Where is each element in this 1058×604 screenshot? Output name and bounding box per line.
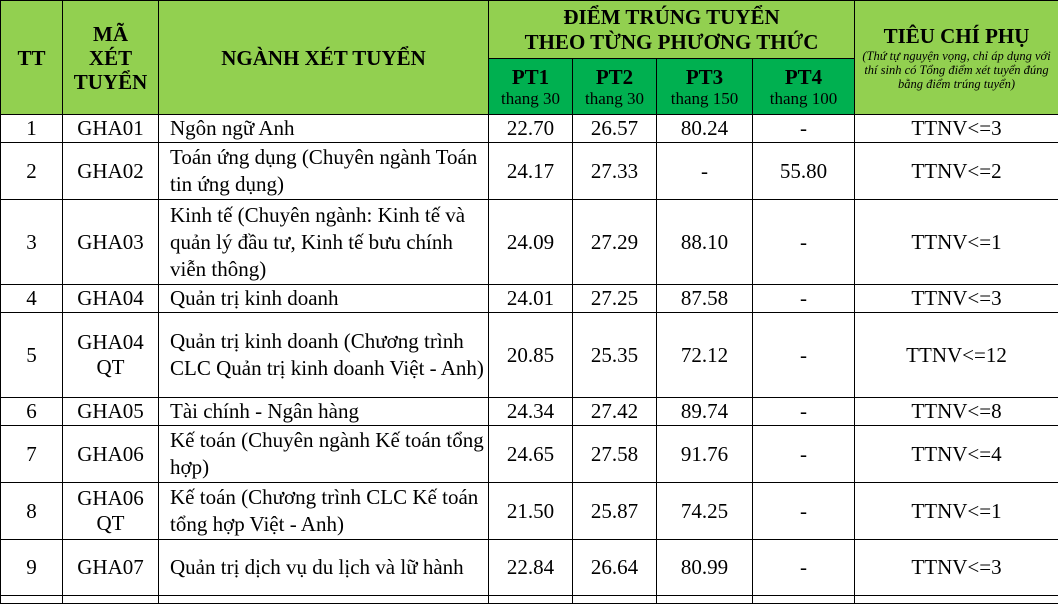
cell-code: GHA05 (63, 398, 159, 426)
header-tieu-chi-phu (855, 1, 1058, 115)
header-ma-xet-tuyen (63, 1, 159, 115)
cell-tt: 5 (1, 313, 63, 398)
cell-code: GHA06 QT (63, 483, 159, 540)
cut-cell (573, 596, 657, 604)
cell-code: GHA04 QT (63, 313, 159, 398)
table-row (1, 285, 1058, 313)
cell-pt2: 27.33 (573, 143, 657, 200)
cell-pt3: 80.99 (657, 540, 753, 596)
cell-code: GHA06 (63, 426, 159, 483)
header-tieu-chi-title: TIÊU CHÍ PHỤ (855, 24, 1058, 49)
table-row-cut (1, 596, 1058, 604)
cell-pt3: 74.25 (657, 483, 753, 540)
cell-pt3: 91.76 (657, 426, 753, 483)
cut-cell (159, 596, 489, 604)
cell-tieu-chi: TTNV<=1 (855, 483, 1058, 540)
header-tieu-chi-note: (Thứ tự nguyện vọng, chỉ áp dụng với thí sinh có Tổng điểm xét tuyển đúng bằng điểm trúng tuyển) (855, 49, 1058, 91)
cut-cell (1, 596, 63, 604)
header-method-pt4 (753, 59, 855, 115)
cell-pt4: - (753, 285, 855, 313)
cell-pt2: 27.42 (573, 398, 657, 426)
header-diem-line1: ĐIỂM TRÚNG TUYỂN (489, 5, 854, 30)
header-nganh-label: NGÀNH XÉT TUYỂN (221, 46, 426, 70)
cell-tieu-chi: TTNV<=12 (855, 313, 1058, 398)
cell-pt1: 24.09 (489, 200, 573, 285)
cell-nganh: Tài chính - Ngân hàng (159, 398, 489, 426)
cell-pt4: - (753, 398, 855, 426)
cell-pt4: - (753, 200, 855, 285)
cell-pt3: 88.10 (657, 200, 753, 285)
cell-code: GHA07 (63, 540, 159, 596)
cell-pt3: 87.58 (657, 285, 753, 313)
cell-tieu-chi: TTNV<=8 (855, 398, 1058, 426)
cell-tt: 1 (1, 115, 63, 143)
cell-code: GHA01 (63, 115, 159, 143)
cell-pt1: 20.85 (489, 313, 573, 398)
table-row (1, 115, 1058, 143)
method-name: PT2 (573, 65, 656, 89)
cell-tt: 4 (1, 285, 63, 313)
cell-code: GHA02 (63, 143, 159, 200)
table-row (1, 200, 1058, 285)
cell-pt4: - (753, 313, 855, 398)
cell-nganh: Quản trị kinh doanh (Chương trình CLC Quản trị kinh doanh Việt - Anh) (159, 313, 489, 398)
cell-nganh: Kinh tế (Chuyên ngành: Kinh tế và quản lý đầu tư, Kinh tế bưu chính viễn thông) (159, 200, 489, 285)
cell-pt2: 27.58 (573, 426, 657, 483)
cell-pt3: 80.24 (657, 115, 753, 143)
table-body (1, 115, 1058, 604)
header-diem-line2: THEO TỪNG PHƯƠNG THỨC (489, 30, 854, 55)
header-diem-trung-tuyen (489, 1, 855, 59)
header-method-pt3 (657, 59, 753, 115)
method-name: PT3 (657, 65, 752, 89)
cell-pt4: 55.80 (753, 143, 855, 200)
cell-nganh: Kế toán (Chuyên ngành Kế toán tổng hợp) (159, 426, 489, 483)
header-nganh-xet-tuyen (159, 1, 489, 115)
cell-nganh: Quản trị dịch vụ du lịch và lữ hành (159, 540, 489, 596)
cell-tt: 9 (1, 540, 63, 596)
cell-pt1: 21.50 (489, 483, 573, 540)
cell-tieu-chi: TTNV<=2 (855, 143, 1058, 200)
cell-tt: 6 (1, 398, 63, 426)
method-name: PT4 (753, 65, 854, 89)
method-scale: thang 30 (573, 89, 656, 109)
cell-tt: 8 (1, 483, 63, 540)
cell-pt2: 27.25 (573, 285, 657, 313)
cell-pt4: - (753, 115, 855, 143)
cell-tt: 3 (1, 200, 63, 285)
cell-pt2: 25.35 (573, 313, 657, 398)
cell-tt: 2 (1, 143, 63, 200)
cell-nganh: Quản trị kinh doanh (159, 285, 489, 313)
cell-tieu-chi: TTNV<=3 (855, 540, 1058, 596)
cell-nganh: Ngôn ngữ Anh (159, 115, 489, 143)
cut-cell (657, 596, 753, 604)
table-row (1, 540, 1058, 596)
table-row (1, 313, 1058, 398)
cell-pt4: - (753, 426, 855, 483)
cut-cell (489, 596, 573, 604)
cut-cell (753, 596, 855, 604)
cell-pt4: - (753, 483, 855, 540)
cell-pt1: 24.17 (489, 143, 573, 200)
cell-tieu-chi: TTNV<=1 (855, 200, 1058, 285)
table-row (1, 426, 1058, 483)
table-row (1, 143, 1058, 200)
cell-nganh: Kế toán (Chương trình CLC Kế toán tổng hợp Việt - Anh) (159, 483, 489, 540)
method-name: PT1 (489, 65, 572, 89)
method-scale: thang 100 (753, 89, 854, 109)
cell-pt2: 25.87 (573, 483, 657, 540)
method-scale: thang 30 (489, 89, 572, 109)
cell-pt3: 72.12 (657, 313, 753, 398)
cell-pt4: - (753, 540, 855, 596)
cell-tieu-chi: TTNV<=3 (855, 115, 1058, 143)
method-scale: thang 150 (657, 89, 752, 109)
header-tt-label: TT (17, 46, 45, 70)
cell-pt1: 24.01 (489, 285, 573, 313)
cell-tt: 7 (1, 426, 63, 483)
table-header (1, 1, 1058, 115)
cell-nganh: Toán ứng dụng (Chuyên ngành Toán tin ứng dụng) (159, 143, 489, 200)
cell-code: GHA04 (63, 285, 159, 313)
cut-cell (855, 596, 1058, 604)
cell-tieu-chi: TTNV<=4 (855, 426, 1058, 483)
header-method-pt2 (573, 59, 657, 115)
cell-pt1: 24.34 (489, 398, 573, 426)
cell-pt2: 26.64 (573, 540, 657, 596)
header-ma-line1: MÃ (63, 22, 158, 46)
cell-pt2: 26.57 (573, 115, 657, 143)
cell-pt1: 22.70 (489, 115, 573, 143)
cell-tieu-chi: TTNV<=3 (855, 285, 1058, 313)
table-row (1, 483, 1058, 540)
cell-pt1: 24.65 (489, 426, 573, 483)
header-method-pt1 (489, 59, 573, 115)
table-row (1, 398, 1058, 426)
header-ma-line2: XÉT (63, 46, 158, 70)
cell-code: GHA03 (63, 200, 159, 285)
cell-pt1: 22.84 (489, 540, 573, 596)
cell-pt3: 89.74 (657, 398, 753, 426)
cell-pt2: 27.29 (573, 200, 657, 285)
cell-pt3: - (657, 143, 753, 200)
cut-cell (63, 596, 159, 604)
header-ma-line3: TUYỂN (63, 70, 158, 94)
header-tt (1, 1, 63, 115)
